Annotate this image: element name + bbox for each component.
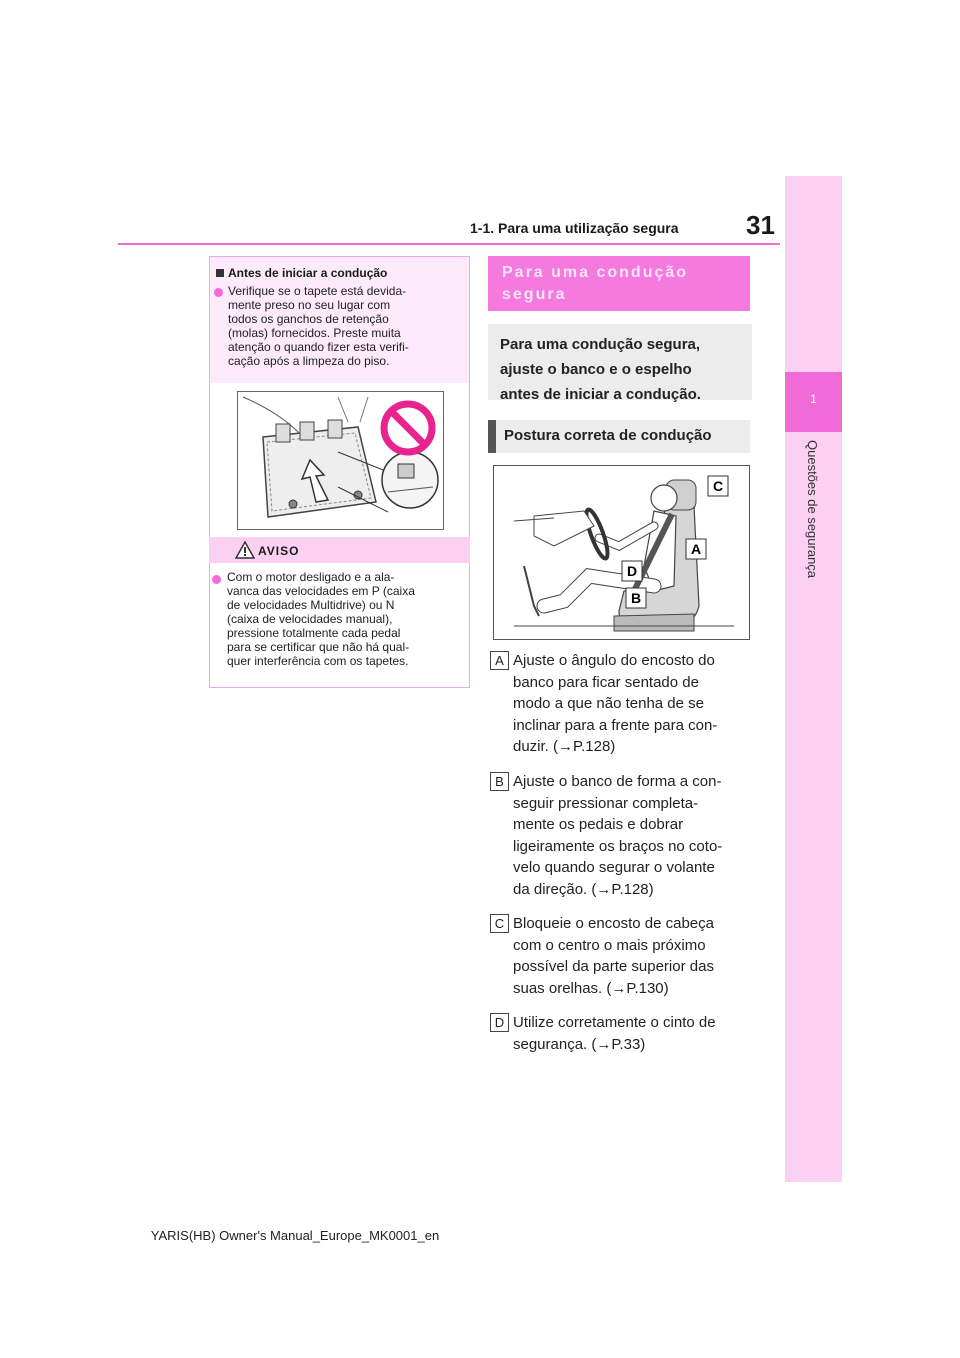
warning-triangle-icon: [235, 541, 255, 559]
svg-text:A: A: [690, 541, 702, 557]
square-bullet-icon: [216, 269, 224, 277]
item-letter: D: [490, 1013, 509, 1032]
driving-posture-illustration: [493, 465, 750, 640]
chapter-side-tab: [785, 176, 842, 1182]
label-b: [626, 588, 646, 608]
intro-text: Para uma condução segura, ajuste o banco e o espelho antes de iniciar a condução.: [500, 336, 701, 403]
floor-mat-illustration: [237, 391, 444, 530]
info-box-title: Antes de iniciar a condução: [216, 266, 387, 280]
item-letter: B: [490, 772, 509, 791]
label-c: [708, 476, 728, 496]
svg-text:C: C: [712, 478, 724, 494]
info-box-text: Verifique se o tapete está devida- mente preso no seu lugar com todos os ganchos de retenção (molas) fornecidos. Preste muita atenção o quando fizer esta verifi- cação após a limpeza do piso.: [228, 284, 409, 368]
warning-bar: [209, 537, 470, 563]
chapter-title: [806, 440, 822, 620]
page-footer: YARIS(HB) Owner's Manual_Europe_MK0001_en: [150, 1228, 440, 1243]
label-a: [686, 539, 706, 559]
section-title: Para uma condução segura: [502, 264, 689, 303]
warning-label: AVISO: [258, 544, 300, 558]
chapter-title-text: Questões de segurança: [805, 440, 820, 579]
chapter-number: 1: [810, 392, 817, 406]
section-heading: 1-1. Para uma utilização segura: [470, 220, 679, 236]
item-letter: A: [490, 651, 509, 670]
svg-text:B: B: [630, 590, 642, 606]
warning-text: Com o motor desligado e a ala- vanca das velocidades em P (caixa de velocidades Multidrive) ou N (caixa de velocidades manual), pressione totalmente cada pedal para se certificar que não há qual- quer interferência com os tapetes.: [227, 570, 415, 668]
svg-text:D: D: [626, 563, 638, 579]
page-number: 31: [746, 210, 775, 240]
item-letter: C: [490, 914, 509, 933]
header-rule: [118, 243, 780, 245]
bullet-dot-icon: [212, 575, 221, 584]
subheading: Postura correta de condução: [504, 427, 712, 444]
bullet-dot-icon: [214, 288, 223, 297]
label-d: [622, 561, 642, 581]
